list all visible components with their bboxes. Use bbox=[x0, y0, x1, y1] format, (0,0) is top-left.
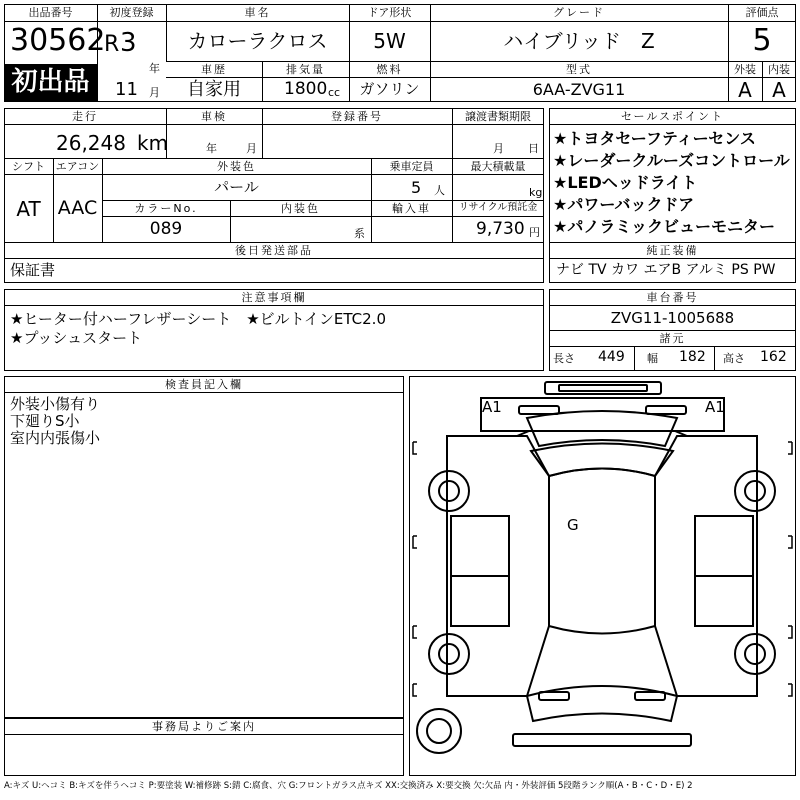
sales-point-item: ★トヨタセーフティーセンス bbox=[553, 129, 756, 148]
history-value: 自家用 bbox=[187, 79, 241, 100]
displacement-value: 1800 bbox=[284, 79, 328, 99]
model-value: 6AA-ZVG11 bbox=[532, 80, 626, 99]
sales-point-item: ★パノラミックビューモニター bbox=[553, 217, 776, 236]
fuel-value: ガソリン bbox=[359, 80, 420, 98]
recycle-value: 9,730 bbox=[476, 219, 525, 239]
damage-mark: A1 bbox=[705, 398, 725, 416]
height-label: 高さ bbox=[723, 352, 745, 365]
notes-label: 注意事項欄 bbox=[241, 291, 307, 304]
interior-score-value: A bbox=[772, 78, 786, 102]
mileage-unit: km bbox=[137, 131, 169, 155]
max-load-label: 最大積載量 bbox=[470, 160, 526, 173]
equipment-value: ナビ TV カワ エアB アルミ PS PW bbox=[556, 262, 776, 278]
car-name-label: 車名 bbox=[244, 6, 271, 19]
sales-point-item: ★LEDヘッドライト bbox=[553, 173, 698, 192]
inspection-label: 車検 bbox=[201, 110, 227, 123]
score-value: 5 bbox=[752, 23, 772, 58]
door-label: ドア形状 bbox=[367, 6, 412, 19]
sales-point-item: ★レーダークルーズコントロール bbox=[553, 151, 790, 170]
color-no-value: 089 bbox=[149, 219, 183, 239]
interior-color-unit: 系 bbox=[354, 227, 365, 240]
interior-score-label: 内装 bbox=[768, 63, 790, 76]
fuel-label: 燃料 bbox=[376, 63, 403, 76]
sales-points-label: セールスポイント bbox=[620, 110, 724, 123]
exterior-color-value: パール bbox=[214, 178, 259, 196]
exterior-score-value: A bbox=[738, 78, 752, 102]
lot-number: 30562 bbox=[10, 23, 106, 58]
door-value: 5W bbox=[373, 29, 406, 53]
capacity-unit: 人 bbox=[434, 184, 445, 197]
registration-year: 3 bbox=[120, 28, 137, 58]
transfer-day-unit: 日 bbox=[528, 142, 539, 155]
sales-point-item: ★パワーバックドア bbox=[553, 195, 695, 214]
width-value: 182 bbox=[679, 349, 706, 365]
model-label: 型式 bbox=[566, 63, 592, 76]
chassis-value: ZVG11-1005688 bbox=[610, 309, 735, 327]
registration-month: 11 bbox=[115, 79, 138, 100]
registration-month-unit: 月 bbox=[149, 86, 160, 99]
car-name-value: カローラクロス bbox=[187, 29, 328, 53]
exterior-color-label: 外装色 bbox=[217, 160, 256, 173]
inspection-month-unit: 月 bbox=[246, 142, 257, 155]
displacement-label: 排気量 bbox=[286, 63, 325, 76]
height-value: 162 bbox=[760, 349, 787, 365]
grade-value: ハイブリッド Z bbox=[503, 29, 655, 53]
transfer-month-unit: 月 bbox=[493, 142, 504, 155]
length-label: 長さ bbox=[553, 352, 575, 365]
notes-line: ★ヒーター付ハーフレザーシート ★ビルトインETC2.0 bbox=[10, 310, 386, 328]
width-label: 幅 bbox=[647, 352, 658, 365]
displacement-unit: cc bbox=[328, 86, 341, 99]
aircon-label: エアコン bbox=[55, 160, 100, 173]
score-label: 評価点 bbox=[745, 6, 779, 19]
recycle-label: リサイクル預託金 bbox=[458, 202, 538, 213]
damage-mark: G bbox=[567, 516, 579, 534]
transfer-label: 譲渡書類期限 bbox=[465, 110, 531, 123]
office-label: 事務局よりご案内 bbox=[152, 720, 256, 733]
registration-label: 初度登録 bbox=[109, 6, 154, 19]
later-parts-label: 後日発送部品 bbox=[235, 244, 313, 257]
inspector-line: 外装小傷有り bbox=[10, 395, 101, 413]
capacity-value: 5 bbox=[411, 178, 422, 197]
equipment-label: 純正装備 bbox=[646, 244, 699, 257]
import-label: 輸入車 bbox=[392, 202, 431, 215]
legend-text: A:キズ U:ヘコミ B:キズを伴うヘコミ P:要塗装 W:補修跡 S:錆 C:腐食、穴 G:フロントガラス点キズ XX:交換済み X:要交換 欠:欠品 内・外装評価 5段階ランク順(A・B・C・D・E) 2 bbox=[4, 781, 693, 791]
shift-label: シフト bbox=[12, 160, 45, 173]
max-load-unit: kg bbox=[529, 186, 543, 199]
notes-line: ★プッシュスタート bbox=[10, 329, 143, 347]
interior-color-label: 内装色 bbox=[281, 202, 320, 215]
mileage-label: 走行 bbox=[72, 110, 98, 123]
inspection-year-unit: 年 bbox=[206, 142, 217, 155]
inspector-line: 下廻りS小 bbox=[10, 412, 80, 430]
car-diagram bbox=[409, 376, 796, 776]
history-label: 車歴 bbox=[201, 63, 227, 76]
capacity-label: 乗車定員 bbox=[389, 160, 434, 173]
reg-no-label: 登録番号 bbox=[331, 110, 383, 123]
lot-label: 出品番号 bbox=[28, 6, 73, 19]
first-listing-label: 初出品 bbox=[11, 67, 90, 97]
exterior-score-label: 外装 bbox=[734, 63, 756, 76]
damage-mark: A1 bbox=[482, 398, 502, 416]
color-no-label: カラーNo. bbox=[134, 202, 198, 215]
shift-value: AT bbox=[16, 197, 41, 221]
inspector-line: 室内内張傷小 bbox=[10, 429, 101, 447]
registration-year-unit: 年 bbox=[149, 62, 160, 75]
mileage-value: 26,248 bbox=[56, 131, 126, 155]
inspector-label: 検査員記入欄 bbox=[165, 378, 243, 391]
later-parts-value: 保証書 bbox=[10, 261, 56, 279]
dimensions-label: 諸元 bbox=[659, 332, 686, 345]
grade-label: グレード bbox=[553, 6, 605, 19]
aircon-value: AAC bbox=[57, 197, 98, 219]
recycle-unit: 円 bbox=[529, 226, 540, 239]
registration-era: R bbox=[104, 32, 120, 57]
chassis-label: 車台番号 bbox=[646, 291, 699, 304]
length-value: 449 bbox=[598, 349, 625, 365]
